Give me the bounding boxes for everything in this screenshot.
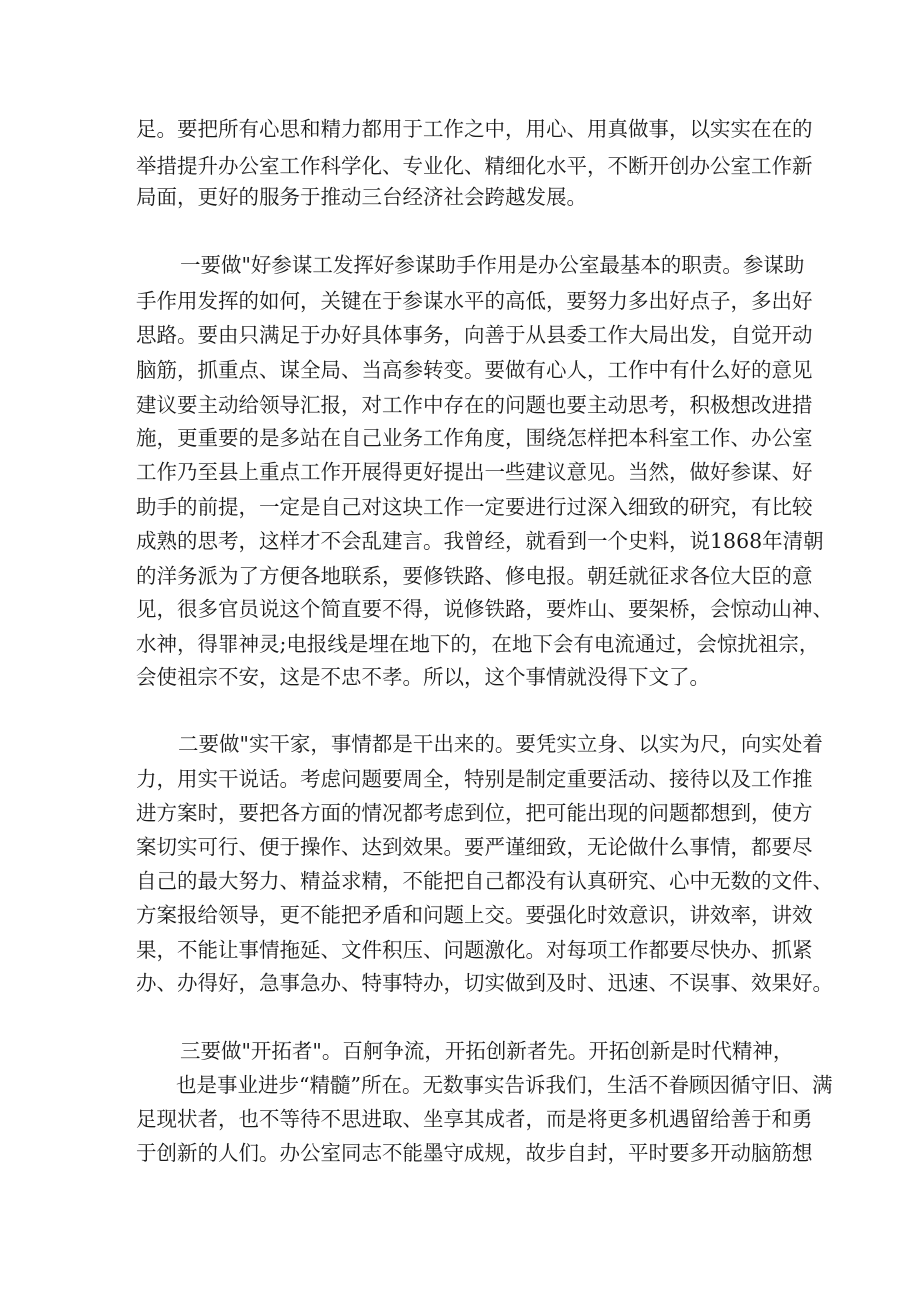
text-line: 力，用实干说话。考虑问题要周全，特别是制定重要活动、接待以及工作推 bbox=[136, 767, 813, 791]
text-line: 一要做"好参谋工发挥好参谋助手作用是办公室最基本的职责。参谋助 bbox=[180, 253, 805, 277]
text-line: 见，很多官员说这个简直要不得，说修铁路，要炸山、要架桥，会惊动山神、 bbox=[136, 597, 833, 621]
text-line: 建议要主动给领导汇报，对工作中存在的问题也要主动思考，积极想改进措 bbox=[136, 393, 813, 417]
text-line: 案切实可行、便于操作、达到效果。要严谨细致，无论做什么事情，都要尽 bbox=[136, 835, 813, 859]
text-line: 水神，得罪神灵;电报线是埋在地下的，在地下会有电流通过，会惊扰祖宗， bbox=[136, 632, 820, 656]
text-line: 办、办得好，急事急办、特事特办，切实做到及时、迅速、不误事、效果好。 bbox=[136, 971, 833, 995]
text-line: 方案报给领导，更不能把矛盾和问题上交。要强化时效意识，讲效率，讲效 bbox=[136, 903, 813, 927]
text-line: 自己的最大努力、精益求精，不能把自己都没有认真研究、心中无数的文件、 bbox=[136, 869, 833, 893]
text-line: 足现状者，也不等待不思进取、坐享其成者，而是将更多机遇留给善于和勇 bbox=[136, 1107, 813, 1131]
text-line: 思路。要由只满足于办好具体事务，向善于从县委工作大局出发，自觉开动 bbox=[136, 323, 813, 347]
text-line: 脑筋，抓重点、谋全局、当高参转变。要做有心人，工作中有什么好的意见 bbox=[136, 358, 813, 382]
text-line: 工作乃至县上重点工作开展得更好提出一些建议意见。当然，做好参谋、好 bbox=[136, 460, 813, 484]
text-line: 果，不能让事情拖延、文件积压、问题激化。对每项工作都要尽快办、抓紧 bbox=[136, 938, 813, 962]
text-line: 手作用发挥的如何，关键在于参谋水平的高低，要努力多出好点子，多出好 bbox=[136, 289, 813, 313]
text-line: 的洋务派为了方便各地联系，要修铁路、修电报。朝廷就征求各位大臣的意 bbox=[136, 564, 813, 588]
text-line: 足。要把所有心思和精力都用于工作之中，用心、用真做事，以实实在在的 bbox=[136, 117, 813, 141]
text-line: 二要做"实干家，事情都是干出来的。要凭实立身、以实为尺，向实处着 bbox=[178, 732, 823, 756]
text-line: 成熟的思考，这样才不会乱建言。我曾经，就看到一个史料，说1868年清朝 bbox=[136, 529, 824, 553]
text-line: 局面，更好的服务于推动三台经济社会跨越发展。 bbox=[136, 185, 587, 209]
text-line: 三要做"开拓者"。百舸争流，开拓创新者先。开拓创新是时代精神， bbox=[180, 1039, 794, 1063]
text-line: 也是事业进步“精髓”所在。无数事实告诉我们，生活不眷顾因循守旧、满 bbox=[176, 1073, 833, 1097]
text-line: 助手的前提，一定是自己对这块工作一定要进行过深入细致的研究，有比较 bbox=[136, 495, 813, 519]
text-line: 进方案时，要把各方面的情况都考虑到位，把可能出现的问题都想到，使方 bbox=[136, 801, 813, 825]
text-line: 于创新的人们。办公室同志不能墨守成规，故步自封，平时要多开动脑筋想 bbox=[136, 1141, 813, 1165]
text-line: 举措提升办公室工作科学化、专业化、精细化水平，不断开创办公室工作新 bbox=[136, 154, 813, 178]
text-line: 会使祖宗不安，这是不忠不孝。所以，这个事情就没得下文了。 bbox=[136, 665, 710, 689]
text-line: 施，更重要的是多站在自己业务工作角度，围绕怎样把本科室工作、办公室 bbox=[136, 426, 813, 450]
